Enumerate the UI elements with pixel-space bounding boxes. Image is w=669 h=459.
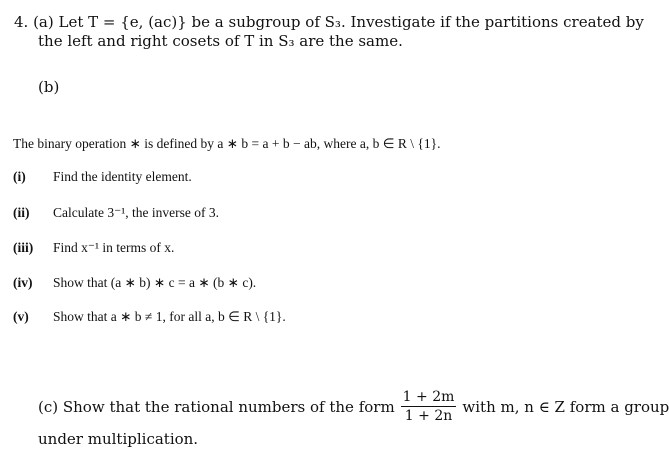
item-text: Find x⁻¹ in terms of x. <box>53 240 175 255</box>
item-number: (iii) <box>13 240 34 255</box>
fraction-denominator: 1 + 2n <box>404 408 453 424</box>
fraction <box>401 388 457 425</box>
item-text: Calculate 3⁻¹, the inverse of 3. <box>53 205 219 220</box>
item-number: (iv) <box>13 275 33 290</box>
item-number: (v) <box>13 309 29 324</box>
part-c-line-2: under multiplication. <box>38 430 199 448</box>
item-number: (i) <box>13 169 26 184</box>
question-4 <box>14 13 644 51</box>
item-text: Show that (a ∗ b) ∗ c = a ∗ (b ∗ c). <box>53 275 257 290</box>
item-text: Find the identity element. <box>53 169 192 184</box>
part-b-item-i <box>13 169 192 185</box>
part-c-line-1 <box>38 388 669 425</box>
part-c-after: with m, n ∈ Z form a group <box>462 397 669 416</box>
question-4-line-1: 4. (a) Let T = {e, (ac)} be a subgroup of S₃. Investigate if the partitions created by <box>14 13 644 31</box>
part-c <box>38 388 669 449</box>
fraction-numerator: 1 + 2m <box>402 389 455 405</box>
part-b-item-ii <box>13 205 219 221</box>
item-text: Show that a ∗ b ≠ 1, for all a, b ∈ R \ {1}. <box>53 309 286 324</box>
question-4-line-2: the left and right cosets of T in S₃ are the same. <box>38 32 403 50</box>
part-b-item-iv <box>13 275 256 291</box>
part-b-item-iii <box>13 240 174 256</box>
item-number: (ii) <box>13 205 30 220</box>
part-b-intro: The binary operation ∗ is defined by a ∗ b = a + b − ab, where a, b ∈ R \ {1}. <box>13 136 441 151</box>
part-c-before: (c) Show that the rational numbers of the form <box>38 397 395 416</box>
part-b-item-v <box>13 309 286 325</box>
part-b-label: (b) <box>38 78 60 96</box>
